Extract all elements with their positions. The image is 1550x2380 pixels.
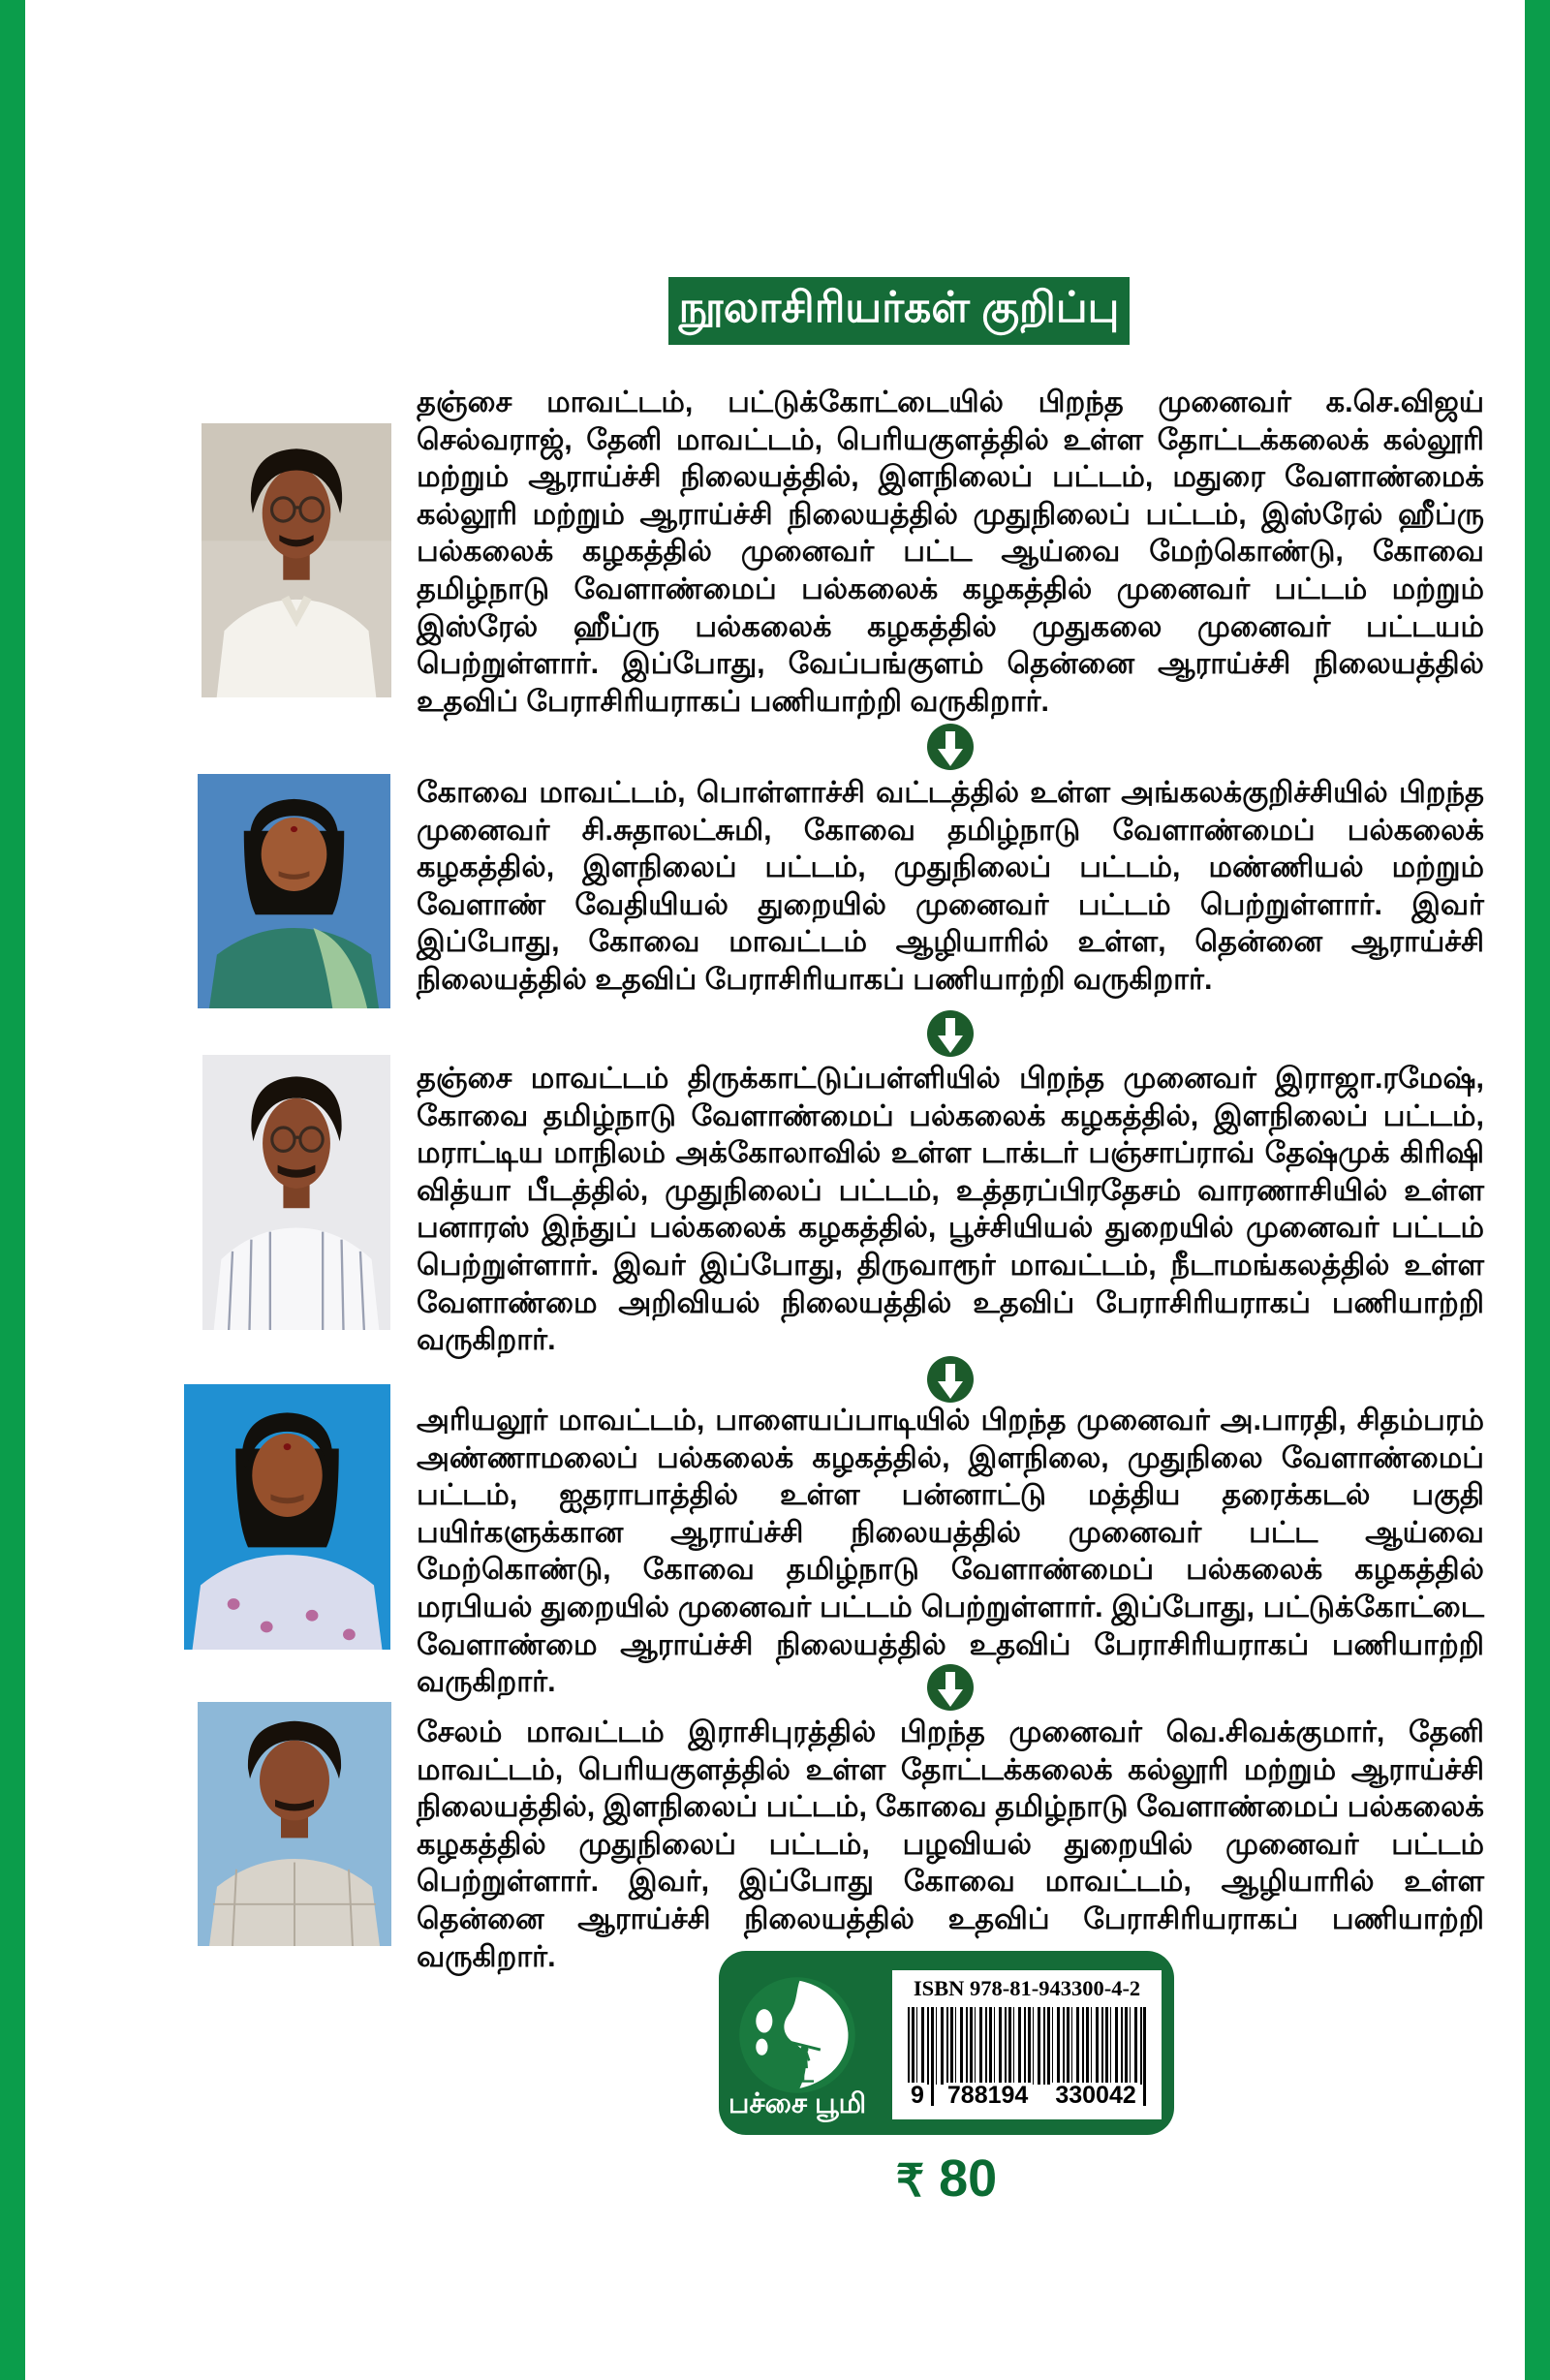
author-photo-2	[198, 774, 390, 1008]
author-bio-5: சேலம் மாவட்டம் இராசிபுரத்தில் பிறந்த முனைவர் வெ.சிவக்குமார், தேனி மாவட்டம், பெரியகுளத்தில் உள்ள தோட்டக்கலைக் கல்லூரி மற்றும் ஆராய்ச்சி நிலையத்தில், இளநிலைப் பட்டம், கோவை தமிழ்நாடு வேளாண்மைப் பல்கலைக் கழகத்தில் முதுநிலைப் பட்டம், பழவியல் துறையில் முனைவர் பட்டம் பெற்றுள்ளார். இவர், இப்போது கோவை மாவட்டம், ஆழியாரில் உள்ள தென்னை ஆராய்ச்சி நிலையத்தில் உதவிப் பேராசிரியராகப் பணியாற்றி வருகிறார்.	[417, 1715, 1484, 1973]
author-photo-1	[202, 423, 391, 697]
author-bio-1: தஞ்சை மாவட்டம், பட்டுக்கோட்டையில் பிறந்த முனைவர் க.செ.விஜய் செல்வராஜ், தேனி மாவட்டம், பெரியகுளத்தில் உள்ள தோட்டக்கலைக் கல்லூரி மற்றும் ஆராய்ச்சி நிலையத்தில், இளநிலைப் பட்டம், மதுரை வேளாண்மைக் கல்லூரி மற்றும் ஆராய்ச்சி நிலையத்தில் முதுநிலைப் பட்டம், இஸ்ரேல் ஹீப்ரு பல்கலைக் கழகத்தில் முனைவர் பட்ட ஆய்வை மேற்கொண்டு, கோவை தமிழ்நாடு வேளாண்மைப் பல்கலைக் கழகத்தில் முனைவர் பட்டம் மற்றும் இஸ்ரேல் ஹீப்ரு பல்கலைக் கழகத்தில் முதுகலை முனைவர் பட்டயம் பெற்றுள்ளார். இப்போது, வேப்பங்குளம் தென்னை ஆராய்ச்சி நிலையத்தில் உதவிப் பேராசிரியராகப் பணியாற்றி வருகிறார்.	[417, 386, 1484, 718]
isbn-label: ISBN 978-81-943300-4-2	[913, 1976, 1141, 2000]
author-bio-2: கோவை மாவட்டம், பொள்ளாச்சி வட்டத்தில் உள்ள அங்கலக்குறிச்சியில் பிறந்த முனைவர் சி.சுதாலட்சுமி, கோவை தமிழ்நாடு வேளாண்மைப் பல்கலைக் கழகத்தில், இளநிலைப் பட்டம், முதுநிலைப் பட்டம், மண்ணியல் மற்றும் வேளாண் வேதியியல் துறையில் முனைவர் பட்டம் பெற்றுள்ளார். இவர் இப்போது, கோவை மாவட்டம் ஆழியாரில் உள்ள, தென்னை ஆராய்ச்சி நிலையத்தில் உதவிப் பேராசிரியாகப் பணியாற்றி வருகிறார்.	[417, 776, 1484, 996]
barcode-digits: 9 788194 330042	[908, 2083, 1146, 2108]
author-photo-5	[198, 1702, 391, 1946]
page-title: நூலாசிரியர்கள் குறிப்பு	[668, 277, 1130, 345]
publisher-logo-icon	[738, 1976, 856, 2094]
author-bio-3: தஞ்சை மாவட்டம் திருக்காட்டுப்பள்ளியில் பிறந்த முனைவர் இராஜா.ரமேஷ், கோவை தமிழ்நாடு வேளாண்மைப் பல்கலைக் கழகத்தில், இளநிலைப் பட்டம், மராட்டிய மாநிலம் அக்கோலாவில் உள்ள டாக்டர் பஞ்சாப்ராவ் தேஷ்முக் கிரிஷி வித்யா பீடத்தில், முதுநிலைப் பட்டம், உத்தரப்பிரதேசம் வாரணாசியில் உள்ள பனாரஸ் இந்துப் பல்கலைக் கழகத்தில், பூச்சியியல் துறையில் முனைவர் பட்டம் பெற்றுள்ளார். இவர் இப்போது, திருவாரூர் மாவட்டம், நீடாமங்கலத்தில் உள்ள வேளாண்மை அறிவியல் நிலையத்தில் உதவிப் பேராசிரியராகப் பணியாற்றி வருகிறார்.	[417, 1062, 1484, 1357]
publisher-bar	[719, 1951, 1174, 2135]
barcode-bars	[908, 2007, 1146, 2085]
barcode	[908, 2007, 1146, 2112]
author-photo-4	[184, 1384, 390, 1650]
publisher-name: பச்சை பூமி	[728, 2088, 867, 2119]
down-arrow-icon	[926, 1008, 975, 1059]
author-photo-3	[202, 1055, 390, 1330]
down-arrow-icon	[926, 722, 975, 772]
price-amount: 80	[939, 2149, 998, 2208]
author-bio-4: அரியலூர் மாவட்டம், பாளையப்பாடியில் பிறந்த முனைவர் அ.பாரதி, சிதம்பரம் அண்ணாமலைப் பல்கலைக் கழகத்தில், இளநிலை, முதுநிலை வேளாண்மைப் பட்டம், ஐதராபாத்தில் உள்ள பன்னாட்டு மத்திய தரைக்கடல் பகுதி பயிர்களுக்கான ஆராய்ச்சி நிலையத்தில் முனைவர் பட்ட ஆய்வை மேற்கொண்டு, கோவை தமிழ்நாடு வேளாண்மைப் பல்கலைக் கழகத்தில் மரபியல் துறையில் முனைவர் பட்டம் பெற்றுள்ளார். இப்போது, பட்டுக்கோட்டை வேளாண்மை ஆராய்ச்சி நிலையத்தில் உதவிப் பேராசிரியராகப் பணியாற்றி வருகிறார்.	[417, 1404, 1484, 1699]
isbn-box	[892, 1970, 1162, 2119]
price-label	[850, 2148, 1043, 2209]
right-edge-stripe	[1525, 0, 1550, 2380]
rupee-icon: ₹	[895, 2155, 925, 2206]
down-arrow-icon	[926, 1662, 975, 1713]
down-arrow-icon	[926, 1354, 975, 1405]
left-edge-stripe	[0, 0, 25, 2380]
